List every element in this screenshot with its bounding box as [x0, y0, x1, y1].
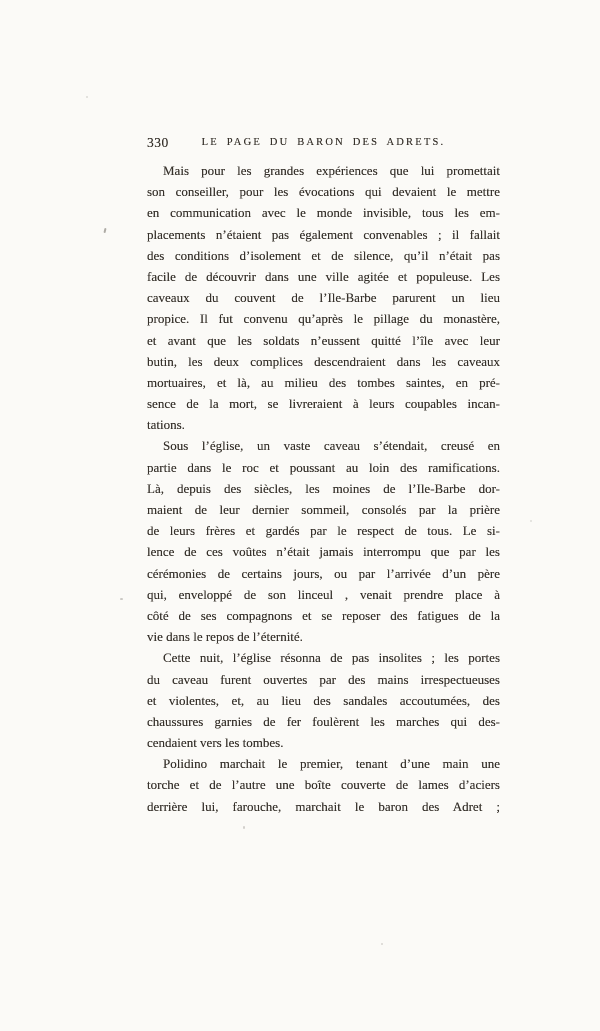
text-line: son conseiller, pour les évocations qui devaient le mettre [147, 184, 500, 200]
text-line: placements n’étaient pas également convenables ; il fallait [147, 226, 500, 242]
text-line: qui, enveloppé de son linceul , venait prendre place à [147, 586, 500, 602]
text-line: lence de ces voûtes n’était jamais interrompu que par les [147, 544, 500, 560]
scan-speck [243, 826, 245, 829]
text-line: et avant que les soldats n’eussent quitté l’île avec leur [147, 332, 500, 348]
text-line: cérémonies de certains jours, ou par l’arrivée d’un père [147, 565, 500, 581]
text-line: de leurs frères et gardés par le respect de tous. Le si- [147, 523, 500, 539]
text-line: sence de la mort, se livreraient à leurs coupables incan- [147, 396, 500, 412]
text-line: Cette nuit, l’église résonna de pas insolites ; les portes [163, 650, 500, 666]
page-number: 330 [147, 135, 169, 150]
running-title: LE PAGE DU BARON DES ADRETS. [201, 137, 446, 148]
text-line: torche et de l’autre une boîte couverte de lames d’aciers [147, 777, 500, 793]
scan-speck [103, 228, 106, 233]
text-line: caveaux du couvent de l’Ile-Barbe parurent un lieu [147, 290, 500, 306]
text-line: mortuaires, et là, au milieu des tombes saintes, en pré- [147, 374, 500, 390]
page-header [147, 134, 500, 152]
text-line: chaussures garnies de fer foulèrent les marches qui des- [147, 713, 500, 729]
text-line: vie dans le repos de l’éternité. [147, 629, 303, 645]
text-line: Sous l’église, un vaste caveau s’étendait, creusé en [163, 438, 500, 454]
text-line: partie dans le roc et poussant au loin des ramifications. [147, 459, 500, 475]
text-line: facile de découvrir dans une ville agitée et populeuse. Les [147, 268, 500, 284]
text-line: en communication avec le monde invisible, tous les em- [147, 205, 500, 221]
text-line: côté de ses compagnons et se reposer des fatigues de la [147, 607, 500, 623]
scan-speck [530, 520, 532, 522]
text-block [147, 160, 500, 817]
text-line: des conditions d’isolement et de silence, qu’il n’était pas [147, 247, 500, 263]
scan-speck [381, 943, 383, 945]
text-line: derrière lui, farouche, marchait le baron des Adret ; [147, 798, 500, 814]
text-line: Là, depuis des siècles, les moines de l’Ile-Barbe dor- [147, 480, 500, 496]
scan-speck [86, 96, 88, 98]
text-line: du caveau furent ouvertes par des mains irrespectueuses [147, 671, 500, 687]
text-line: maient de leur dernier sommeil, consolés par la prière [147, 502, 500, 517]
scan-speck [120, 598, 123, 600]
text-line: Polidino marchait le premier, tenant d’une main une [163, 756, 500, 772]
text-line: propice. Il fut convenu qu’après le pillage du monastère, [147, 311, 500, 327]
text-line: butin, les deux complices descendraient dans les caveaux [147, 353, 500, 369]
text-line: et violentes, et, au lieu des sandales accoutumées, des [147, 692, 500, 708]
text-line: cendaient vers les tombes. [147, 735, 284, 751]
text-line: Mais pour les grandes expériences que lui promettait [163, 163, 500, 178]
text-line: tations. [147, 417, 185, 433]
